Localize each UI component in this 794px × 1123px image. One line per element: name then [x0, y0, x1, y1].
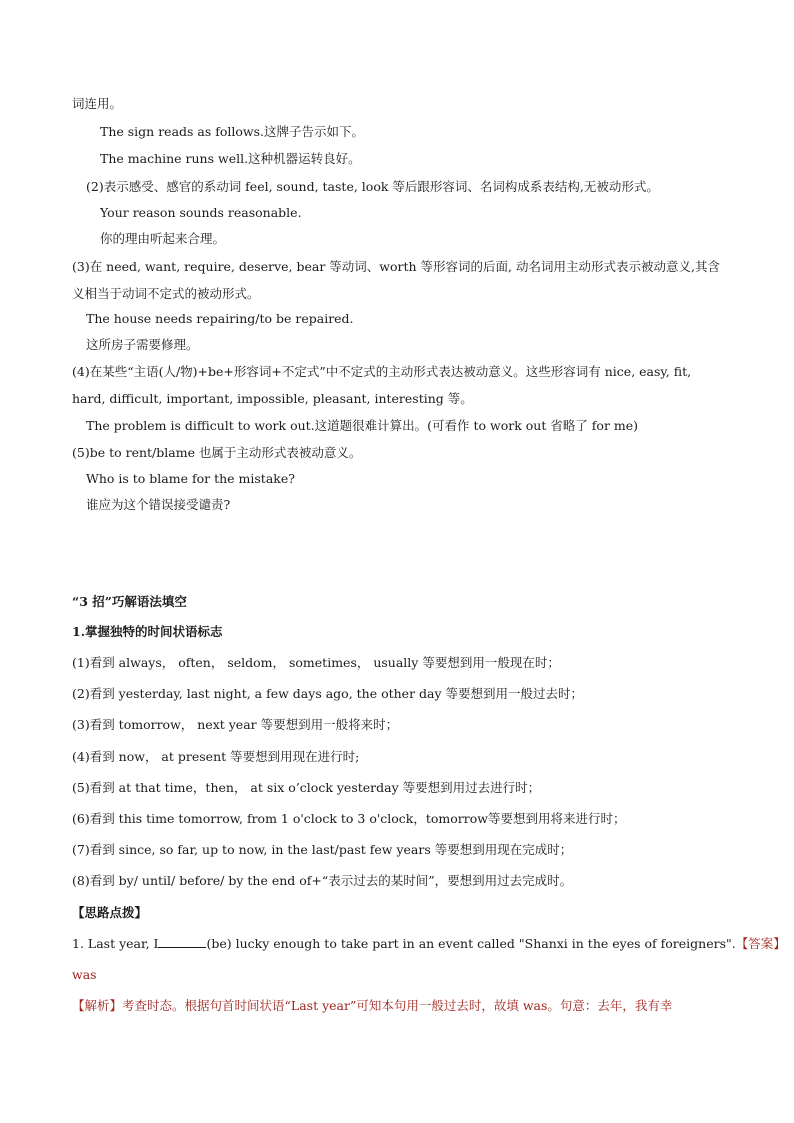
- list-item: (8)看到 by/ until/ before/ by the end of+“表示过去的某时间”，要想到用过去完成时。: [72, 873, 573, 888]
- list-item: (1)看到 always， often， seldom， sometimes， usually 等要想到用一般现在时；: [72, 655, 560, 670]
- list-item: (6)看到 this time tomorrow, from 1 o'clock to 3 o'clock，tomorrow等要想到用将来进行时；: [72, 811, 626, 826]
- section-subtitle: 1.掌握独特的时间状语标志: [72, 624, 223, 639]
- example-sentence: The sign reads as follows.这牌子告示如下。: [100, 124, 365, 139]
- rule-item: (2)表示感受、感官的系动词 feel, sound, taste, look 等后跟形容词、名词构成系表结构,无被动形式。: [86, 179, 659, 194]
- analysis-text: 考查时态。根据句首时间状语“Last year”可知本句用一般过去时，故填 was。句意：去年，我有幸: [122, 998, 673, 1013]
- rule-item: (5)be to rent/blame 也属于主动形式表被动意义。: [72, 445, 362, 460]
- answer-blank: [158, 935, 206, 948]
- analysis-label: 【解析】: [72, 998, 123, 1013]
- list-item: (7)看到 since, so far, up to now, in the last/past few years 等要想到用现在完成时；: [72, 842, 573, 857]
- example-sentence: The problem is difficult to work out.这道题很难计算出。(可看作 to work out 省略了 for me): [86, 418, 639, 433]
- text-line: 词连用。: [72, 96, 123, 111]
- example-sentence: Your reason sounds reasonable.: [100, 205, 302, 220]
- analysis-line: [72, 997, 672, 1015]
- example-translation: 这所房子需要修理。: [86, 337, 199, 352]
- list-item: (5)看到 at that time，then， at six o’clock yesterday 等要想到用过去进行时；: [72, 780, 541, 795]
- rule-item: (4)在某些“主语(人/物)+be+形容词+不定式”中不定式的主动形式表达被动意义。这些形容词有 nice, easy, fit,: [72, 364, 692, 379]
- rule-item-continued: hard, difficult, important, impossible, pleasant, interesting 等。: [72, 391, 473, 406]
- answer-value: was: [72, 967, 97, 982]
- rule-item: (3)在 need, want, require, deserve, bear 等动词、worth 等形容词的后面, 动名词用主动形式表示被动意义,其含: [72, 259, 720, 274]
- example-translation: 你的理由听起来合理。: [100, 231, 226, 246]
- section-title: “3 招”巧解语法填空: [72, 594, 187, 609]
- example-translation: 谁应为这个错误接受谴责?: [86, 497, 231, 512]
- example-sentence: Who is to blame for the mistake?: [86, 471, 295, 486]
- question-suffix: (be) lucky enough to take part in an event called "Shanxi in the eyes of foreigners".: [206, 936, 736, 951]
- question-line: [72, 935, 786, 953]
- question-prefix: 1. Last year, I: [72, 936, 159, 951]
- list-item: (2)看到 yesterday, last night, a few days ago, the other day 等要想到用一般过去时；: [72, 686, 584, 701]
- example-sentence: The house needs repairing/to be repaired.: [86, 311, 354, 326]
- example-sentence: The machine runs well.这种机器运转良好。: [100, 151, 361, 166]
- answer-label: 【答案】: [735, 936, 786, 951]
- tips-heading: 【思路点拨】: [72, 905, 148, 920]
- rule-item-continued: 义相当于动词不定式的被动形式。: [72, 286, 260, 301]
- list-item: (4)看到 now， at present 等要想到用现在进行时;: [72, 749, 360, 764]
- list-item: (3)看到 tomorrow， next year 等要想到用一般将来时；: [72, 717, 399, 732]
